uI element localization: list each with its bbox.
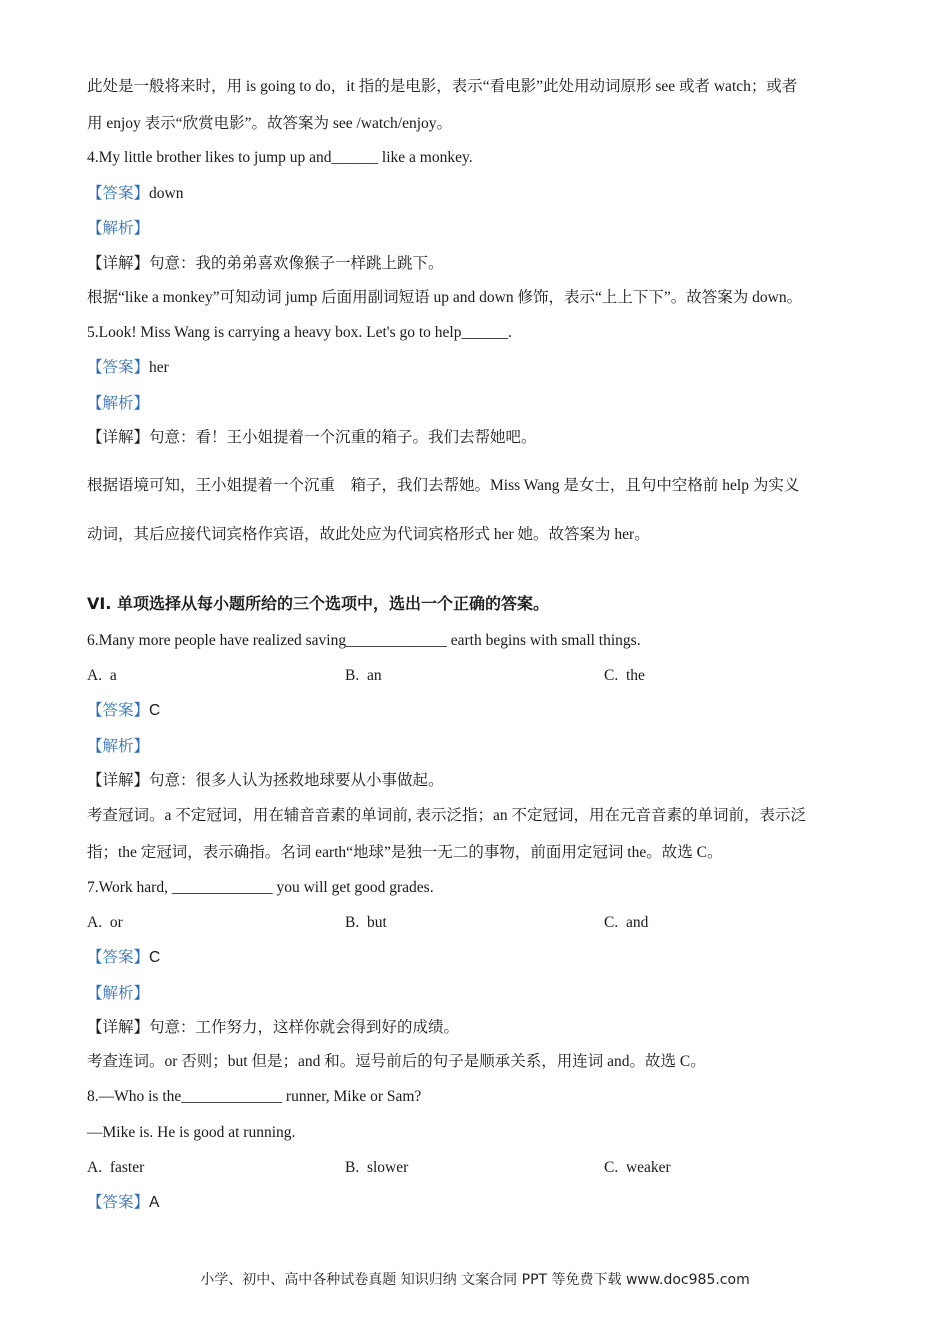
answer-label: 【答案】 — [87, 702, 150, 719]
option-b — [345, 1158, 408, 1178]
answer-value: C — [149, 949, 161, 966]
explanation-line: 根据语境可知，王小姐提着一个沉重 箱子，我们去帮她。Miss Wang 是女士，且句中空格前 help 为实义 — [87, 477, 800, 494]
option-letter: B. — [345, 1159, 360, 1176]
answer-row — [87, 948, 160, 968]
analysis-label: 【解析】 — [87, 220, 150, 237]
detail-label: 【详解】 — [87, 429, 150, 446]
option-c — [604, 1158, 671, 1178]
answer-row — [87, 1193, 159, 1213]
option-letter: A. — [87, 667, 103, 684]
option-text: the — [625, 667, 645, 684]
analysis-label: 【解析】 — [87, 985, 150, 1002]
option-text: weaker — [625, 1159, 671, 1176]
option-letter: C. — [604, 1159, 619, 1176]
answer-row — [87, 701, 160, 721]
option-text: but — [366, 914, 387, 931]
question-7: 7.Work hard, _____________ you will get good grades. — [87, 879, 434, 896]
detail-label: 【详解】 — [87, 1019, 150, 1036]
option-letter: A. — [87, 1159, 103, 1176]
option-a — [87, 1158, 144, 1178]
answer-label: 【答案】 — [87, 949, 150, 966]
answer-value: A — [149, 1194, 160, 1211]
section-heading: VI. 单项选择从每小题所给的三个选项中，选出一个正确的答案。 — [87, 594, 549, 613]
option-letter: A. — [87, 914, 103, 931]
option-c — [604, 913, 648, 933]
option-c — [604, 666, 645, 686]
option-letter: B. — [345, 667, 360, 684]
option-text: an — [366, 667, 382, 684]
option-text: faster — [109, 1159, 145, 1176]
option-letter: C. — [604, 667, 619, 684]
question-5: 5.Look! Miss Wang is carrying a heavy box. Let's go to help______. — [87, 324, 512, 341]
option-a — [87, 666, 117, 686]
option-text: slower — [366, 1159, 409, 1176]
answer-label: 【答案】 — [87, 359, 150, 376]
explanation-line: 指；the 定冠词，表示确指。名词 earth“地球”是独一无二的事物，前面用定冠词 the。故选 C。 — [87, 844, 723, 861]
detail-label: 【详解】 — [87, 772, 150, 789]
option-text: a — [109, 667, 117, 684]
answer-label: 【答案】 — [87, 185, 150, 202]
detail-row — [87, 1018, 459, 1038]
detail-row — [87, 254, 444, 274]
option-b — [345, 666, 382, 686]
explanation-line: 考查冠词。a 不定冠词，用在辅音音素的单词前, 表示泛指；an 不定冠词，用在元音音素的单词前，表示泛 — [87, 807, 807, 824]
option-a — [87, 913, 123, 933]
option-b — [345, 913, 387, 933]
answer-value: her — [149, 359, 169, 376]
answer-row — [87, 358, 169, 378]
detail-row — [87, 428, 537, 448]
answer-label: 【答案】 — [87, 1194, 150, 1211]
answer-value: down — [149, 185, 184, 202]
option-letter: C. — [604, 914, 619, 931]
option-text: or — [109, 914, 123, 931]
detail-text: 句意：看！王小姐提着一个沉重的箱子。我们去帮她吧。 — [149, 429, 537, 446]
question-4: 4.My little brother likes to jump up and______ like a monkey. — [87, 149, 473, 166]
question-8: 8.—Who is the_____________ runner, Mike or Sam? — [87, 1088, 422, 1105]
option-text: and — [625, 914, 649, 931]
page-footer: 小学、初中、高中各种试卷真题 知识归纳 文案合同 PPT 等免费下载 www.doc985.com — [200, 1272, 750, 1288]
detail-row — [87, 771, 444, 791]
detail-label: 【详解】 — [87, 255, 150, 272]
explanation-line: 此处是一般将来时，用 is going to do，it 指的是电影，表示“看电影”此处用动词原形 see 或者 watch；或者 — [87, 78, 798, 95]
option-letter: B. — [345, 914, 360, 931]
detail-text: 句意：很多人认为拯救地球要从小事做起。 — [149, 772, 444, 789]
explanation-line: 根据“like a monkey”可知动词 jump 后面用副词短语 up and down 修饰，表示“上上下下”。故答案为 down。 — [87, 289, 803, 306]
detail-text: 句意：工作努力，这样你就会得到好的成绩。 — [149, 1019, 460, 1036]
explanation-line: 考查连词。or 否则；but 但是；and 和。逗号前后的句子是顺承关系，用连词 and。故选 C。 — [87, 1053, 706, 1070]
explanation-line: 动词，其后应接代词宾格作宾语，故此处应为代词宾格形式 her 她。故答案为 her。 — [87, 526, 650, 543]
answer-value: C — [149, 702, 161, 719]
detail-text: 句意：我的弟弟喜欢像猴子一样跳上跳下。 — [149, 255, 444, 272]
analysis-label: 【解析】 — [87, 738, 150, 755]
answer-row — [87, 184, 183, 204]
explanation-line: 用 enjoy 表示“欣赏电影”。故答案为 see /watch/enjoy。 — [87, 115, 453, 132]
dialogue-reply: —Mike is. He is good at running. — [87, 1124, 296, 1141]
analysis-label: 【解析】 — [87, 395, 150, 412]
question-6: 6.Many more people have realized saving_____________ earth begins with small things. — [87, 632, 641, 649]
